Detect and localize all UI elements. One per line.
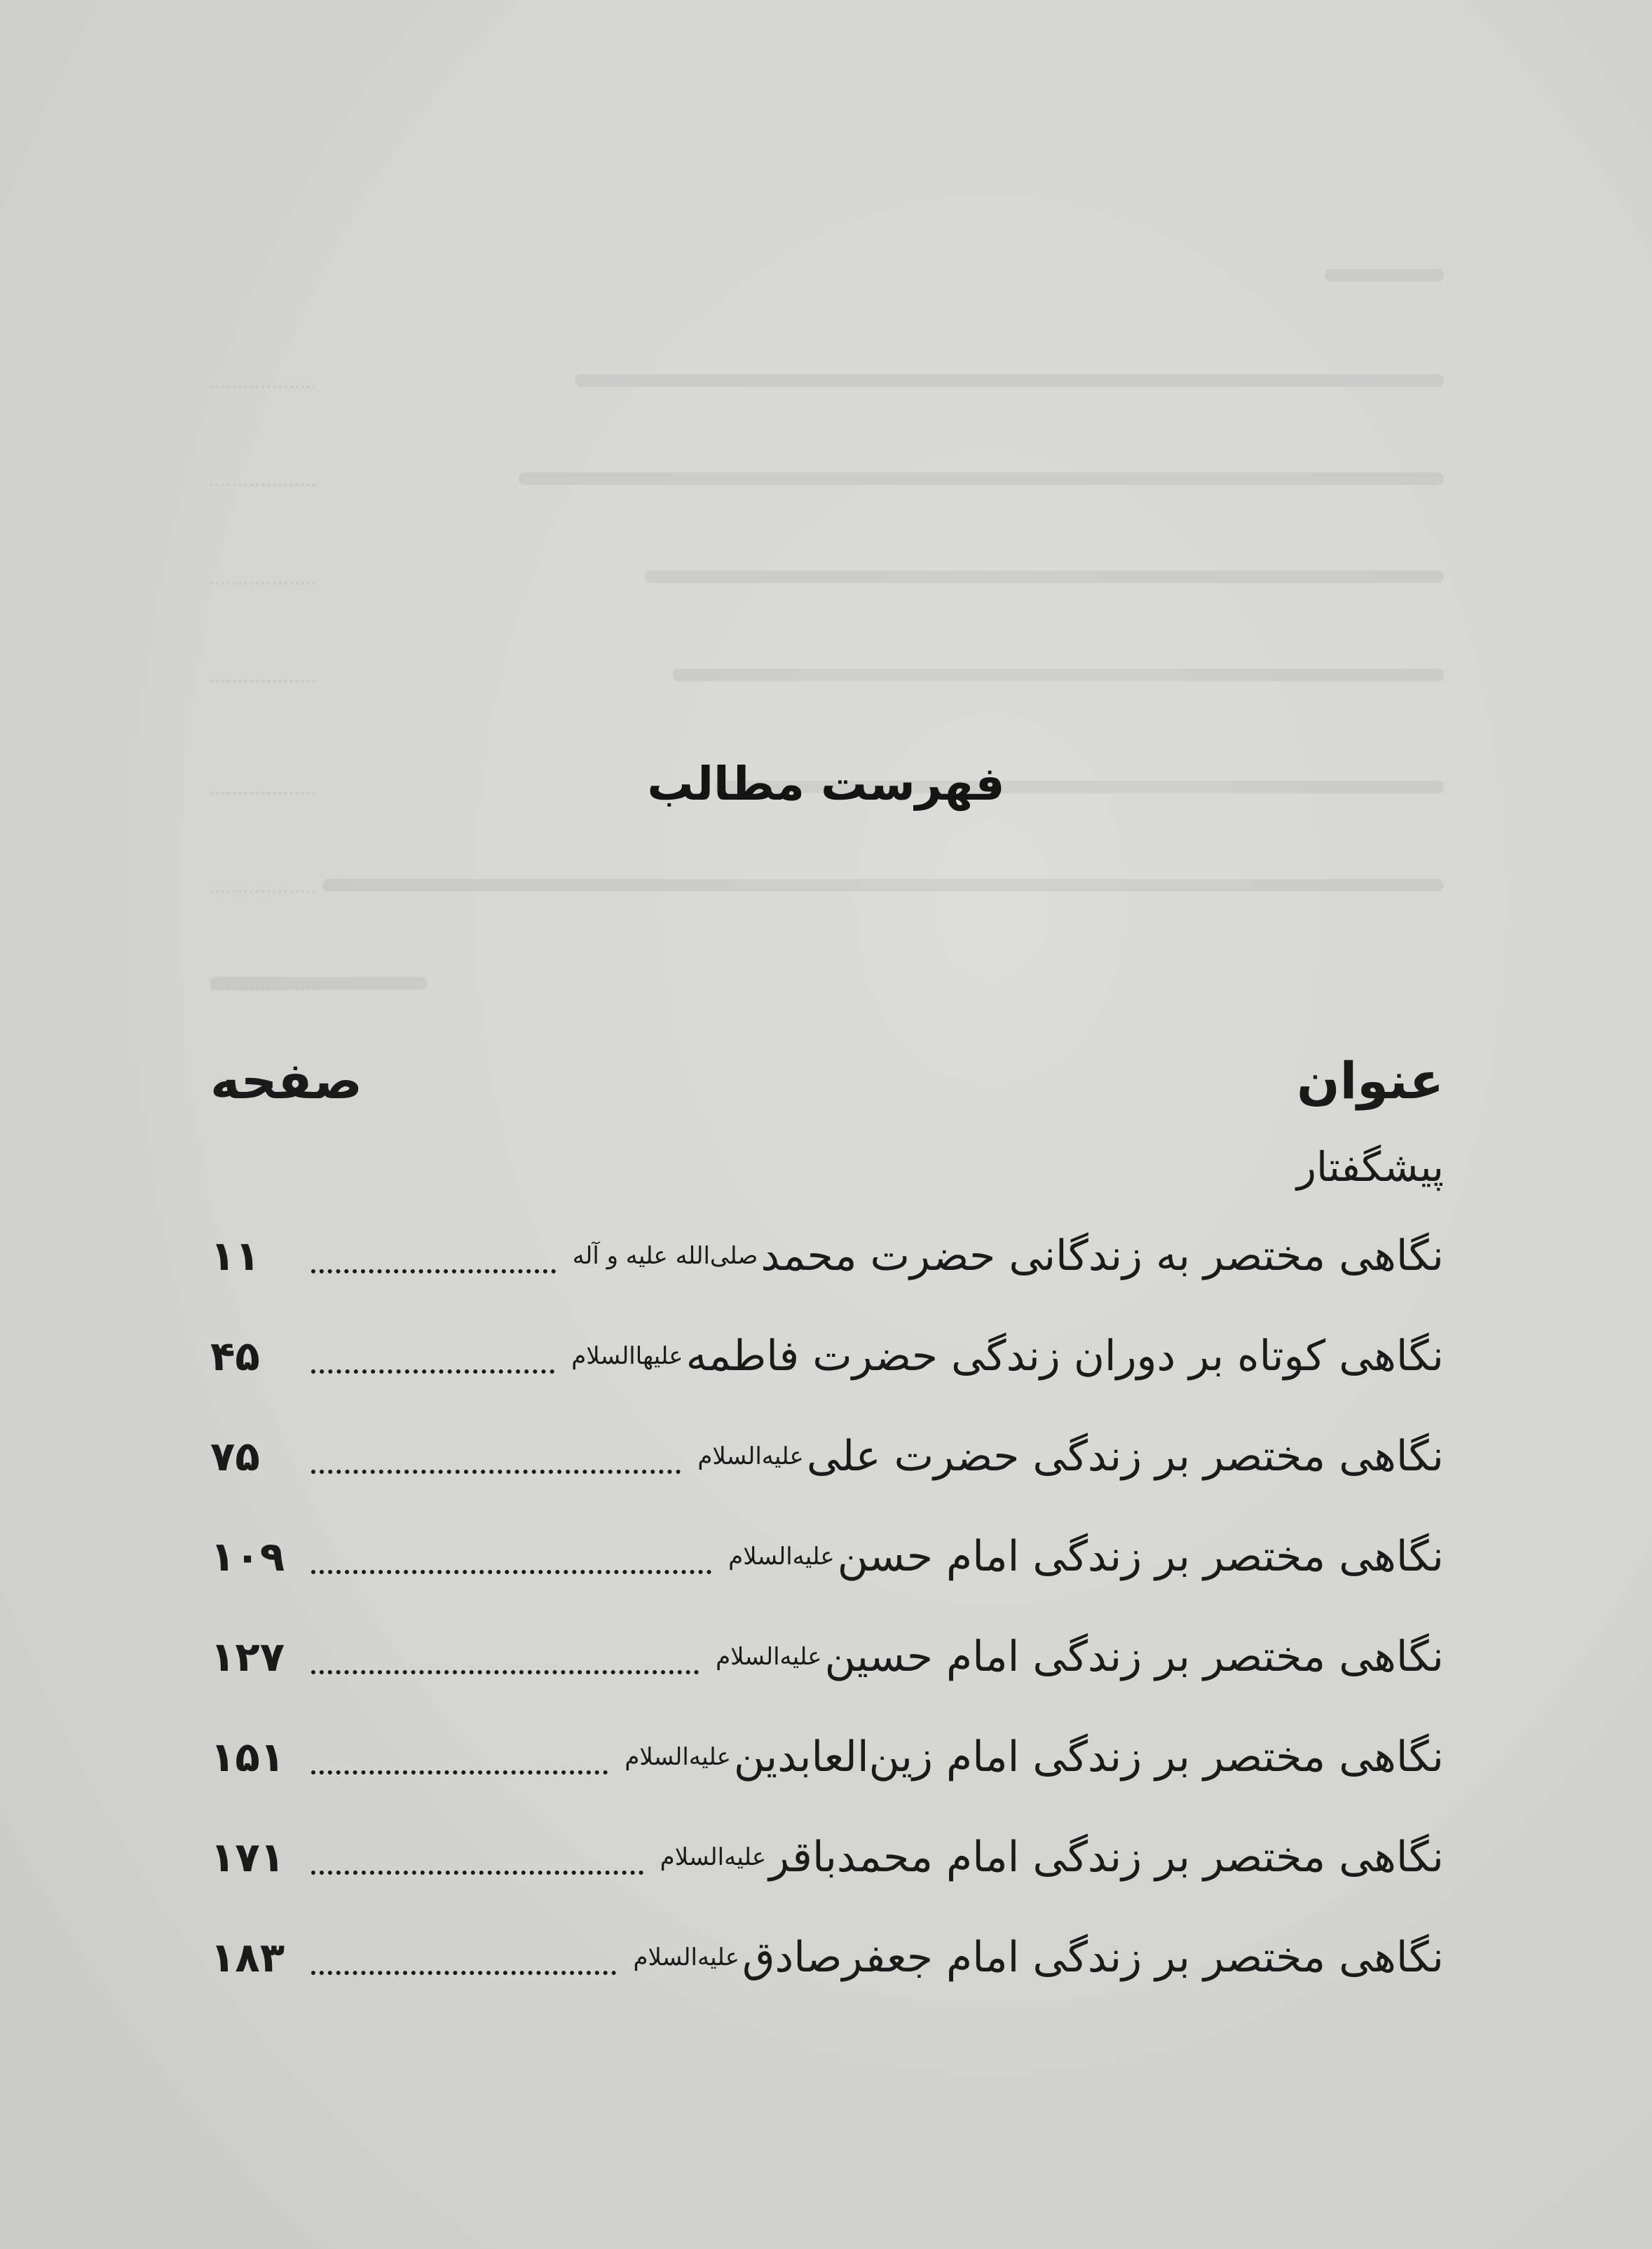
dot-leader bbox=[311, 1670, 699, 1674]
toc-entry-title: نگاهی مختصر بر زندگی امام محمدباقر bbox=[769, 1832, 1444, 1882]
bleed-through-line bbox=[210, 561, 1444, 590]
dot-leader bbox=[311, 1369, 554, 1374]
toc-entry-title: نگاهی مختصر بر زندگی حضرت علی bbox=[806, 1431, 1444, 1481]
toc-entry-title: نگاهی مختصر بر زندگی امام جعفرصادق bbox=[742, 1932, 1444, 1982]
toc-entry-page: ۱۰۹ bbox=[210, 1532, 285, 1580]
toc-entry-title: نگاهی مختصر بر زندگی امام زین‌العابدین bbox=[733, 1732, 1444, 1782]
toc-entry[interactable] bbox=[210, 1807, 1444, 1907]
dot-leader bbox=[311, 1770, 608, 1775]
column-heading-title: عنوان bbox=[1297, 1051, 1444, 1110]
dot-leader bbox=[311, 1971, 616, 1975]
honorific-mark: علیه‌السلام bbox=[716, 1642, 822, 1671]
toc-entry[interactable] bbox=[210, 1606, 1444, 1707]
toc-entry[interactable] bbox=[210, 1506, 1444, 1606]
dot-leader bbox=[311, 1269, 556, 1273]
honorific-mark: علیه‌السلام bbox=[633, 1943, 739, 1971]
bleed-through-line bbox=[210, 364, 1444, 394]
bleed-through-line bbox=[210, 659, 1444, 688]
toc-entry-page: ۱۷۱ bbox=[210, 1833, 285, 1881]
honorific-mark: علیه‌السلام bbox=[660, 1843, 767, 1871]
toc-entry[interactable] bbox=[210, 1205, 1444, 1306]
bleed-through-line bbox=[210, 463, 1444, 492]
toc-entry-page: ۱۲۷ bbox=[210, 1632, 285, 1681]
toc-entry[interactable] bbox=[210, 1707, 1444, 1807]
toc-entry-page: ۱۸۳ bbox=[210, 1933, 285, 1981]
toc-header bbox=[210, 1051, 1444, 1128]
bleed-through-line bbox=[210, 869, 1444, 898]
toc-entry-page: ۱۵۱ bbox=[210, 1732, 285, 1781]
toc-entry-page: ۴۵ bbox=[210, 1332, 260, 1380]
table-of-contents bbox=[210, 1051, 1444, 2007]
bleed-through-line bbox=[210, 967, 1444, 997]
column-heading-page: صفحه bbox=[210, 1051, 362, 1110]
honorific-mark: علیهاالسلام bbox=[571, 1341, 683, 1370]
honorific-mark: علیه‌السلام bbox=[697, 1442, 804, 1470]
toc-intro: پیشگفتار bbox=[1297, 1143, 1444, 1191]
toc-entry[interactable] bbox=[210, 1306, 1444, 1406]
toc-entry-title: نگاهی مختصر بر زندگی امام حسن bbox=[837, 1531, 1444, 1581]
bleed-through-line bbox=[210, 259, 1444, 289]
page-title: فهرست مطالب bbox=[647, 757, 1005, 811]
honorific-mark: صلی‌الله علیه و آله bbox=[572, 1241, 758, 1270]
toc-entry-title: نگاهی کوتاه بر دوران زندگی حضرت فاطمه bbox=[685, 1331, 1444, 1381]
dot-leader bbox=[311, 1470, 681, 1474]
honorific-mark: علیه‌السلام bbox=[728, 1542, 835, 1571]
toc-entry[interactable] bbox=[210, 1406, 1444, 1506]
dot-leader bbox=[311, 1871, 643, 1875]
toc-entry-page: ۱۱ bbox=[210, 1231, 260, 1280]
toc-entry-title: نگاهی مختصر بر زندگی امام حسین bbox=[824, 1632, 1444, 1681]
dot-leader bbox=[311, 1570, 711, 1574]
toc-entry[interactable] bbox=[210, 1907, 1444, 2007]
honorific-mark: علیه‌السلام bbox=[624, 1742, 731, 1771]
toc-entry-title: نگاهی مختصر به زندگانی حضرت محمد bbox=[760, 1231, 1444, 1280]
toc-entry-page: ۷۵ bbox=[210, 1432, 260, 1480]
